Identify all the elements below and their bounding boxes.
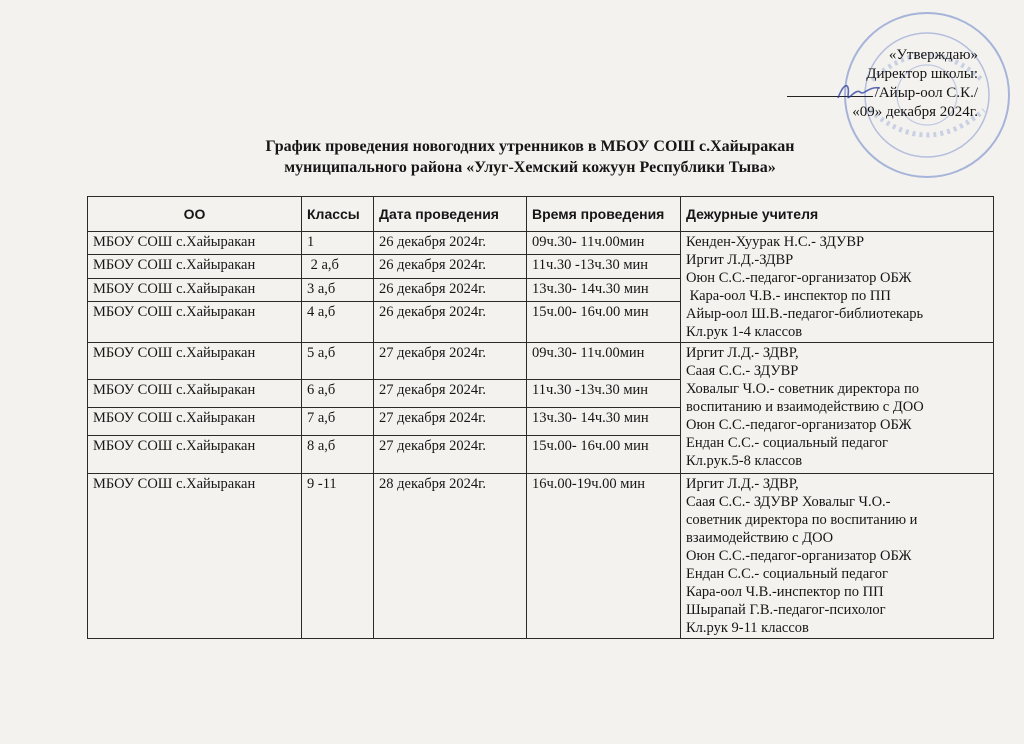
director-name: /Айыр-оол С.К./: [874, 85, 978, 101]
cell-oo: МБОУ СОШ с.Хайыракан: [88, 343, 302, 380]
cell-teachers-group-1: [681, 232, 994, 343]
cell-classes: 2 а,б: [302, 255, 374, 278]
cell-time: 15ч.00- 16ч.00 мин: [527, 436, 681, 474]
approval-line-1: «Утверждаю»: [888, 47, 978, 63]
cell-oo: МБОУ СОШ с.Хайыракан: [88, 302, 302, 343]
cell-classes: 9 -11: [302, 474, 374, 639]
teacher-line: Шырапай Г.В.-педагог-психолог: [686, 602, 886, 618]
teacher-line: Айыр-оол Ш.В.-педагог-библиотекарь: [686, 306, 924, 322]
teacher-line: Иргит Л.Д.-ЗДВР: [686, 252, 794, 268]
teacher-line: воспитанию и взаимодействию с ДОО: [686, 399, 924, 415]
cell-time: 16ч.00-19ч.00 мин: [527, 474, 681, 639]
cell-date: 26 декабря 2024г.: [374, 255, 527, 278]
table-header-row: [88, 197, 994, 232]
teacher-line: Оюн С.С.-педагог-организатор ОБЖ: [686, 270, 912, 286]
cell-oo: МБОУ СОШ с.Хайыракан: [88, 474, 302, 639]
cell-time: 09ч.30- 11ч.00мин: [527, 232, 681, 255]
teacher-line: Оюн С.С.-педагог-организатор ОБЖ: [686, 548, 912, 564]
teacher-line: Ховалыг Ч.О.- советник директора по: [686, 381, 919, 397]
table-row: [88, 343, 994, 380]
cell-date: 28 декабря 2024г.: [374, 474, 527, 639]
teacher-line: Иргит Л.Д.- ЗДВР,: [686, 476, 799, 492]
cell-oo: МБОУ СОШ с.Хайыракан: [88, 436, 302, 474]
teacher-line: Иргит Л.Д.- ЗДВР,: [686, 345, 799, 361]
cell-oo: МБОУ СОШ с.Хайыракан: [88, 255, 302, 278]
cell-time: 13ч.30- 14ч.30 мин: [527, 408, 681, 436]
cell-oo: МБОУ СОШ с.Хайыракан: [88, 232, 302, 255]
teacher-line: Оюн С.С.-педагог-организатор ОБЖ: [686, 417, 912, 433]
cell-date: 27 декабря 2024г.: [374, 436, 527, 474]
cell-oo: МБОУ СОШ с.Хайыракан: [88, 278, 302, 301]
teacher-line: Кара-оол Ч.В.- инспектор по ПП: [686, 288, 891, 304]
header-teachers: Дежурные учителя: [681, 197, 994, 232]
header-date: Дата проведения: [374, 197, 527, 232]
cell-teachers-group-3: [681, 474, 994, 639]
cell-oo: МБОУ СОШ с.Хайыракан: [88, 408, 302, 436]
teacher-line: Кл.рук 9-11 классов: [686, 620, 809, 636]
approval-line-2: Директор школы:: [866, 66, 978, 82]
cell-time: 09ч.30- 11ч.00мин: [527, 343, 681, 380]
cell-date: 26 декабря 2024г.: [374, 302, 527, 343]
cell-classes: 7 а,б: [302, 408, 374, 436]
cell-classes: 6 а,б: [302, 380, 374, 408]
cell-classes: 5 а,б: [302, 343, 374, 380]
cell-date: 27 декабря 2024г.: [374, 343, 527, 380]
teacher-line: взаимодействию с ДОО: [686, 530, 834, 546]
cell-time: 11ч.30 -13ч.30 мин: [527, 255, 681, 278]
teacher-line: Кл.рук.5-8 классов: [686, 453, 803, 469]
header-oo: ОО: [88, 197, 302, 232]
approval-line-4: «09» декабря 2024г.: [852, 104, 978, 120]
teacher-line: Саая С.С.- ЗДУВР Ховалыг Ч.О.-: [686, 494, 891, 510]
header-time: Время проведения: [527, 197, 681, 232]
table-row: [88, 232, 994, 255]
title-line-1: График проведения новогодних утренников в МБОУ СОШ с.Хайыракан: [265, 138, 795, 155]
cell-classes: 3 а,б: [302, 278, 374, 301]
cell-time: 15ч.00- 16ч.00 мин: [527, 302, 681, 343]
schedule-table: [87, 196, 994, 639]
cell-date: 27 декабря 2024г.: [374, 408, 527, 436]
teacher-line: Ендан С.С.- социальный педагог: [686, 566, 888, 582]
table-row: [88, 474, 994, 639]
cell-date: 26 декабря 2024г.: [374, 278, 527, 301]
signature-icon: [834, 78, 884, 106]
cell-classes: 4 а,б: [302, 302, 374, 343]
cell-date: 26 декабря 2024г.: [374, 232, 527, 255]
teacher-line: Кара-оол Ч.В.-инспектор по ПП: [686, 584, 884, 600]
document-title: [0, 136, 1024, 178]
cell-teachers-group-2: [681, 343, 994, 474]
cell-date: 27 декабря 2024г.: [374, 380, 527, 408]
teacher-line: Саая С.С.- ЗДУВР: [686, 363, 799, 379]
cell-oo: МБОУ СОШ с.Хайыракан: [88, 380, 302, 408]
teacher-line: советник директора по воспитанию и: [686, 512, 918, 528]
cell-classes: 8 а,б: [302, 436, 374, 474]
cell-classes: 1: [302, 232, 374, 255]
teacher-line: Кенден-Хуурак Н.С.- ЗДУВР: [686, 234, 865, 250]
cell-time: 13ч.30- 14ч.30 мин: [527, 278, 681, 301]
title-line-2: муниципального района «Улуг-Хемский кожуун Республики Тыва»: [284, 159, 776, 176]
header-classes: Классы: [302, 197, 374, 232]
teacher-line: Кл.рук 1-4 классов: [686, 324, 803, 340]
cell-time: 11ч.30 -13ч.30 мин: [527, 380, 681, 408]
teacher-line: Ендан С.С.- социальный педагог: [686, 435, 888, 451]
